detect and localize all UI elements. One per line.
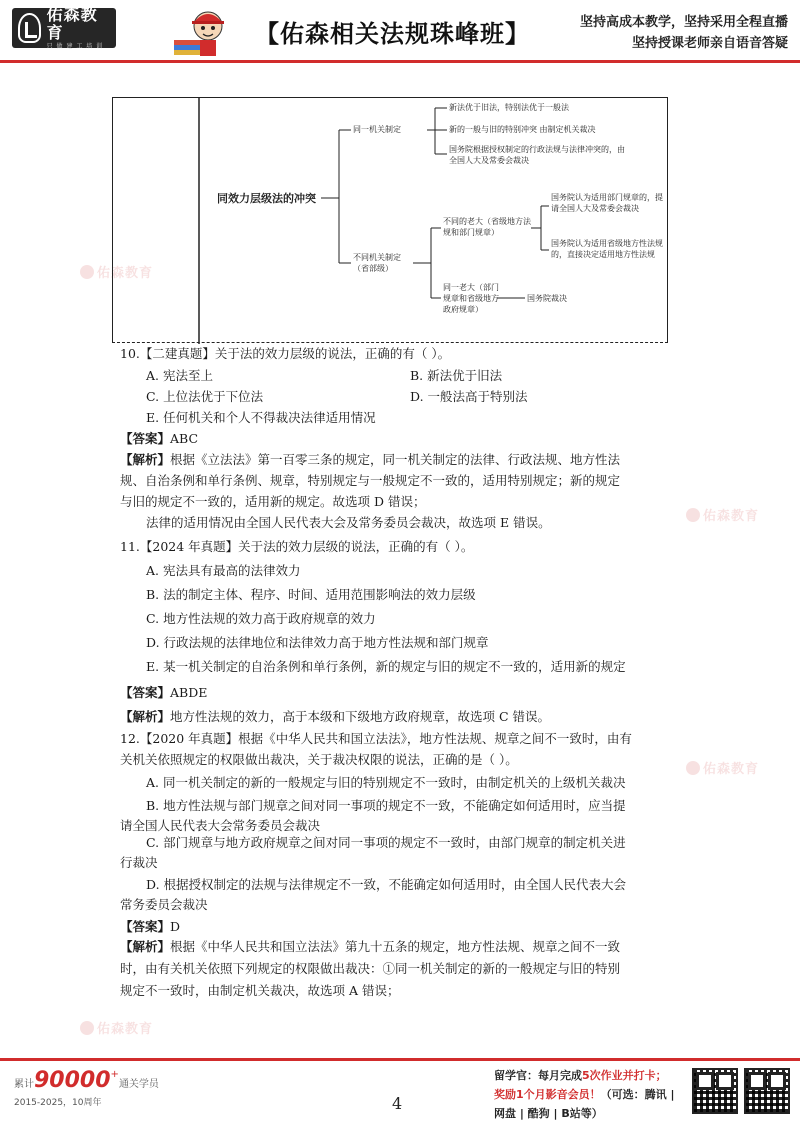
mind-map-diff-a-1: 国务院认为适用部门规章的，提请全国人大及常委会裁决 (551, 193, 663, 213)
brand-name: 佑森教育 (46, 4, 98, 42)
q12-analysis-line-2: 时，由有关机关依照下列规定的权限做出裁决：①同一机关制定的新的一般规定与旧的特别 (120, 961, 621, 976)
q12-option-c-line-1: C. 部门规章与地方政府规章之间对同一事项的规定不一致时，由部门规章的制定机关进 (146, 835, 626, 850)
q11-option-c: C. 地方性法规的效力高于政府规章的效力 (146, 611, 376, 626)
conflict-mind-map (112, 97, 668, 343)
q12-option-d-line-2: 常务委员会裁决 (120, 897, 208, 912)
q10-analysis-line-4: 法律的适用情况由全国人民代表大会及常务委员会裁决，故选项 E 错误。 (146, 515, 551, 530)
q10-option-d: D. 一般法高于特别法 (410, 389, 528, 404)
q10-analysis-line-1: 【解析】根据《立法法》第一百零三条的规定，同一机关制定的法律、行政法规、地方性法 (120, 452, 621, 467)
q11-option-e: E. 某一机关制定的自治条例和单行条例，新的规定与旧的规定不一致的，适用新的规定 (146, 659, 626, 674)
footer-total-suffix: 通关学员 (118, 1079, 159, 1090)
q10-analysis-line-3: 与旧的规定不一致的，适用新的规定。故选项 D 错误； (120, 494, 426, 509)
watermark: 佑森教育 (80, 262, 153, 281)
mind-map-branch-same: 同一机关制定 (353, 125, 401, 134)
q12-analysis-line-1: 【解析】根据《中华人民共和国立法法》第九十五条的规定，地方性法规、规章之间不一致 (120, 939, 621, 954)
qr-code-icon (692, 1068, 738, 1114)
mind-map-same-rule-2: 新的一般与旧的特别冲突 由制定机关裁决 (449, 125, 596, 134)
footer-divider (0, 1058, 800, 1061)
page-title: 【佑森相关法规珠峰班】 (255, 20, 530, 48)
watermark-logo-icon (80, 265, 94, 279)
mind-map-diff-a-2: 国务院认为适用省级地方性法规的，直接决定适用地方性法规 (551, 239, 663, 259)
watermark: 佑森教育 (686, 505, 759, 524)
answer-value: D (170, 919, 181, 934)
q12-option-d-line-1: D. 根据授权制定的法规与法律规定不一致，不能确定如何适用时，由全国人民代表大会 (146, 877, 627, 892)
page-number: 4 (392, 1094, 403, 1113)
mascot-icon (170, 4, 228, 58)
footer-total-number: 90000 (34, 1068, 111, 1093)
mind-map-same-rule-3: 国务院根据授权制定的行政法规与法律冲突的，由全国人大及常委会裁决 (449, 145, 625, 165)
answer-label: 【答案】 (120, 431, 171, 446)
q12-option-a: A. 同一机关制定的新的一般规定与旧的特别规定不一致时，由制定机关的上级机关裁决 (146, 775, 626, 790)
header-divider (0, 60, 800, 63)
footer-total-plus: + (110, 1069, 119, 1080)
q10-answer (120, 430, 198, 448)
q10-option-c: C. 上位法优于下位法 (146, 389, 264, 404)
q11-option-d: D. 行政法规的法律地位和法律效力高于地方性法规和部门规章 (146, 635, 489, 650)
analysis-label: 【解析】 (120, 452, 171, 467)
mind-map-diff-b-1: 国务院裁决 (527, 294, 567, 303)
q11-analysis-line-1: 【解析】地方性法规的效力，高于本级和下级地方政府规章，故选项 C 错误。 (120, 709, 551, 724)
answer-label: 【答案】 (120, 685, 171, 700)
mind-map-root: 同效力层级法的冲突 (217, 192, 316, 205)
q12-stem-line-2: 关机关依照规定的权限做出裁决，关于裁决权限的说法，正确的是（ ）。 (120, 752, 518, 767)
q11-answer (120, 684, 207, 702)
q11-stem: 11.【2024 年真题】关于法的效力层级的说法，正确的有（ ）。 (120, 539, 474, 554)
answer-label: 【答案】 (120, 919, 171, 934)
footer-student-count (14, 1068, 159, 1108)
q10-option-a: A. 宪法至上 (146, 368, 213, 383)
analysis-label: 【解析】 (120, 939, 171, 954)
q12-option-b-line-2: 请全国人民代表大会常务委员会裁决 (120, 818, 321, 833)
footer-years: 2015-2025，10周年 (14, 1098, 102, 1108)
q12-analysis-line-3: 规定不一致时，由制定机关裁决，故选项 A 错误； (120, 983, 400, 998)
mind-map-branch-diff: 不同机关制定（省部级） (353, 253, 401, 273)
q11-option-b: B. 法的制定主体、程序、时间、适用范围影响法的效力层级 (146, 587, 476, 602)
q10-stem: 10.【二建真题】关于法的效力层级的说法，正确的有（ ）。 (120, 346, 451, 361)
mind-map-same-rule-1: 新法优于旧法，特别法优于一般法 (449, 103, 569, 112)
header-slogan-2: 坚持授课老师亲自语音答疑 (631, 36, 788, 51)
q12-stem-line-1: 12.【2020 年真题】根据《中华人民共和国立法法》，地方性法规、规章之间不一致时，由有 (120, 731, 632, 746)
brand-slogan: 只 做 建 工 培 训 (46, 42, 104, 50)
q12-option-c-line-2: 行裁决 (120, 855, 158, 870)
mind-map-diff-a: 不同的老大（省级地方法规和部门规章） (443, 217, 531, 237)
footer-promo: 留学官：每月完成5次作业并打卡； 奖励1个月影音会员！（可选：腾讯 | 网盘 | 酷狗 | B站等） (494, 1069, 675, 1120)
watermark-logo-icon (80, 1021, 94, 1035)
brand-mark-icon (18, 13, 41, 43)
footer-total-label: 累计 (14, 1079, 34, 1090)
q12-answer (120, 918, 180, 936)
analysis-label: 【解析】 (120, 709, 171, 724)
watermark-logo-icon (686, 761, 700, 775)
q10-option-b: B. 新法优于旧法 (410, 368, 503, 383)
answer-value: ABDE (170, 685, 208, 700)
q10-analysis-line-2: 规、自治条例和单行条例、规章，特别规定与一般规定不一致的，适用特别规定；新的规定 (120, 473, 621, 488)
answer-value: ABC (170, 431, 199, 446)
brand-logo (12, 4, 116, 50)
watermark: 佑森教育 (686, 758, 759, 777)
q12-option-b-line-1: B. 地方性法规与部门规章之间对同一事项的规定不一致，不能确定如何适用时，应当提 (146, 798, 626, 813)
mind-map-diff-b: 同一老大（部门规章和省级地方政府规章） (443, 283, 499, 314)
page-header (0, 0, 800, 64)
watermark-logo-icon (686, 508, 700, 522)
header-slogan-1: 坚持高成本教学，坚持采用全程直播 (579, 15, 788, 30)
qr-code-icon (744, 1068, 790, 1114)
header-slogans (580, 12, 788, 54)
watermark: 佑森教育 (80, 1018, 153, 1037)
q11-option-a: A. 宪法具有最高的法律效力 (146, 563, 301, 578)
q10-option-e: E. 任何机关和个人不得裁决法律适用情况 (146, 410, 376, 425)
